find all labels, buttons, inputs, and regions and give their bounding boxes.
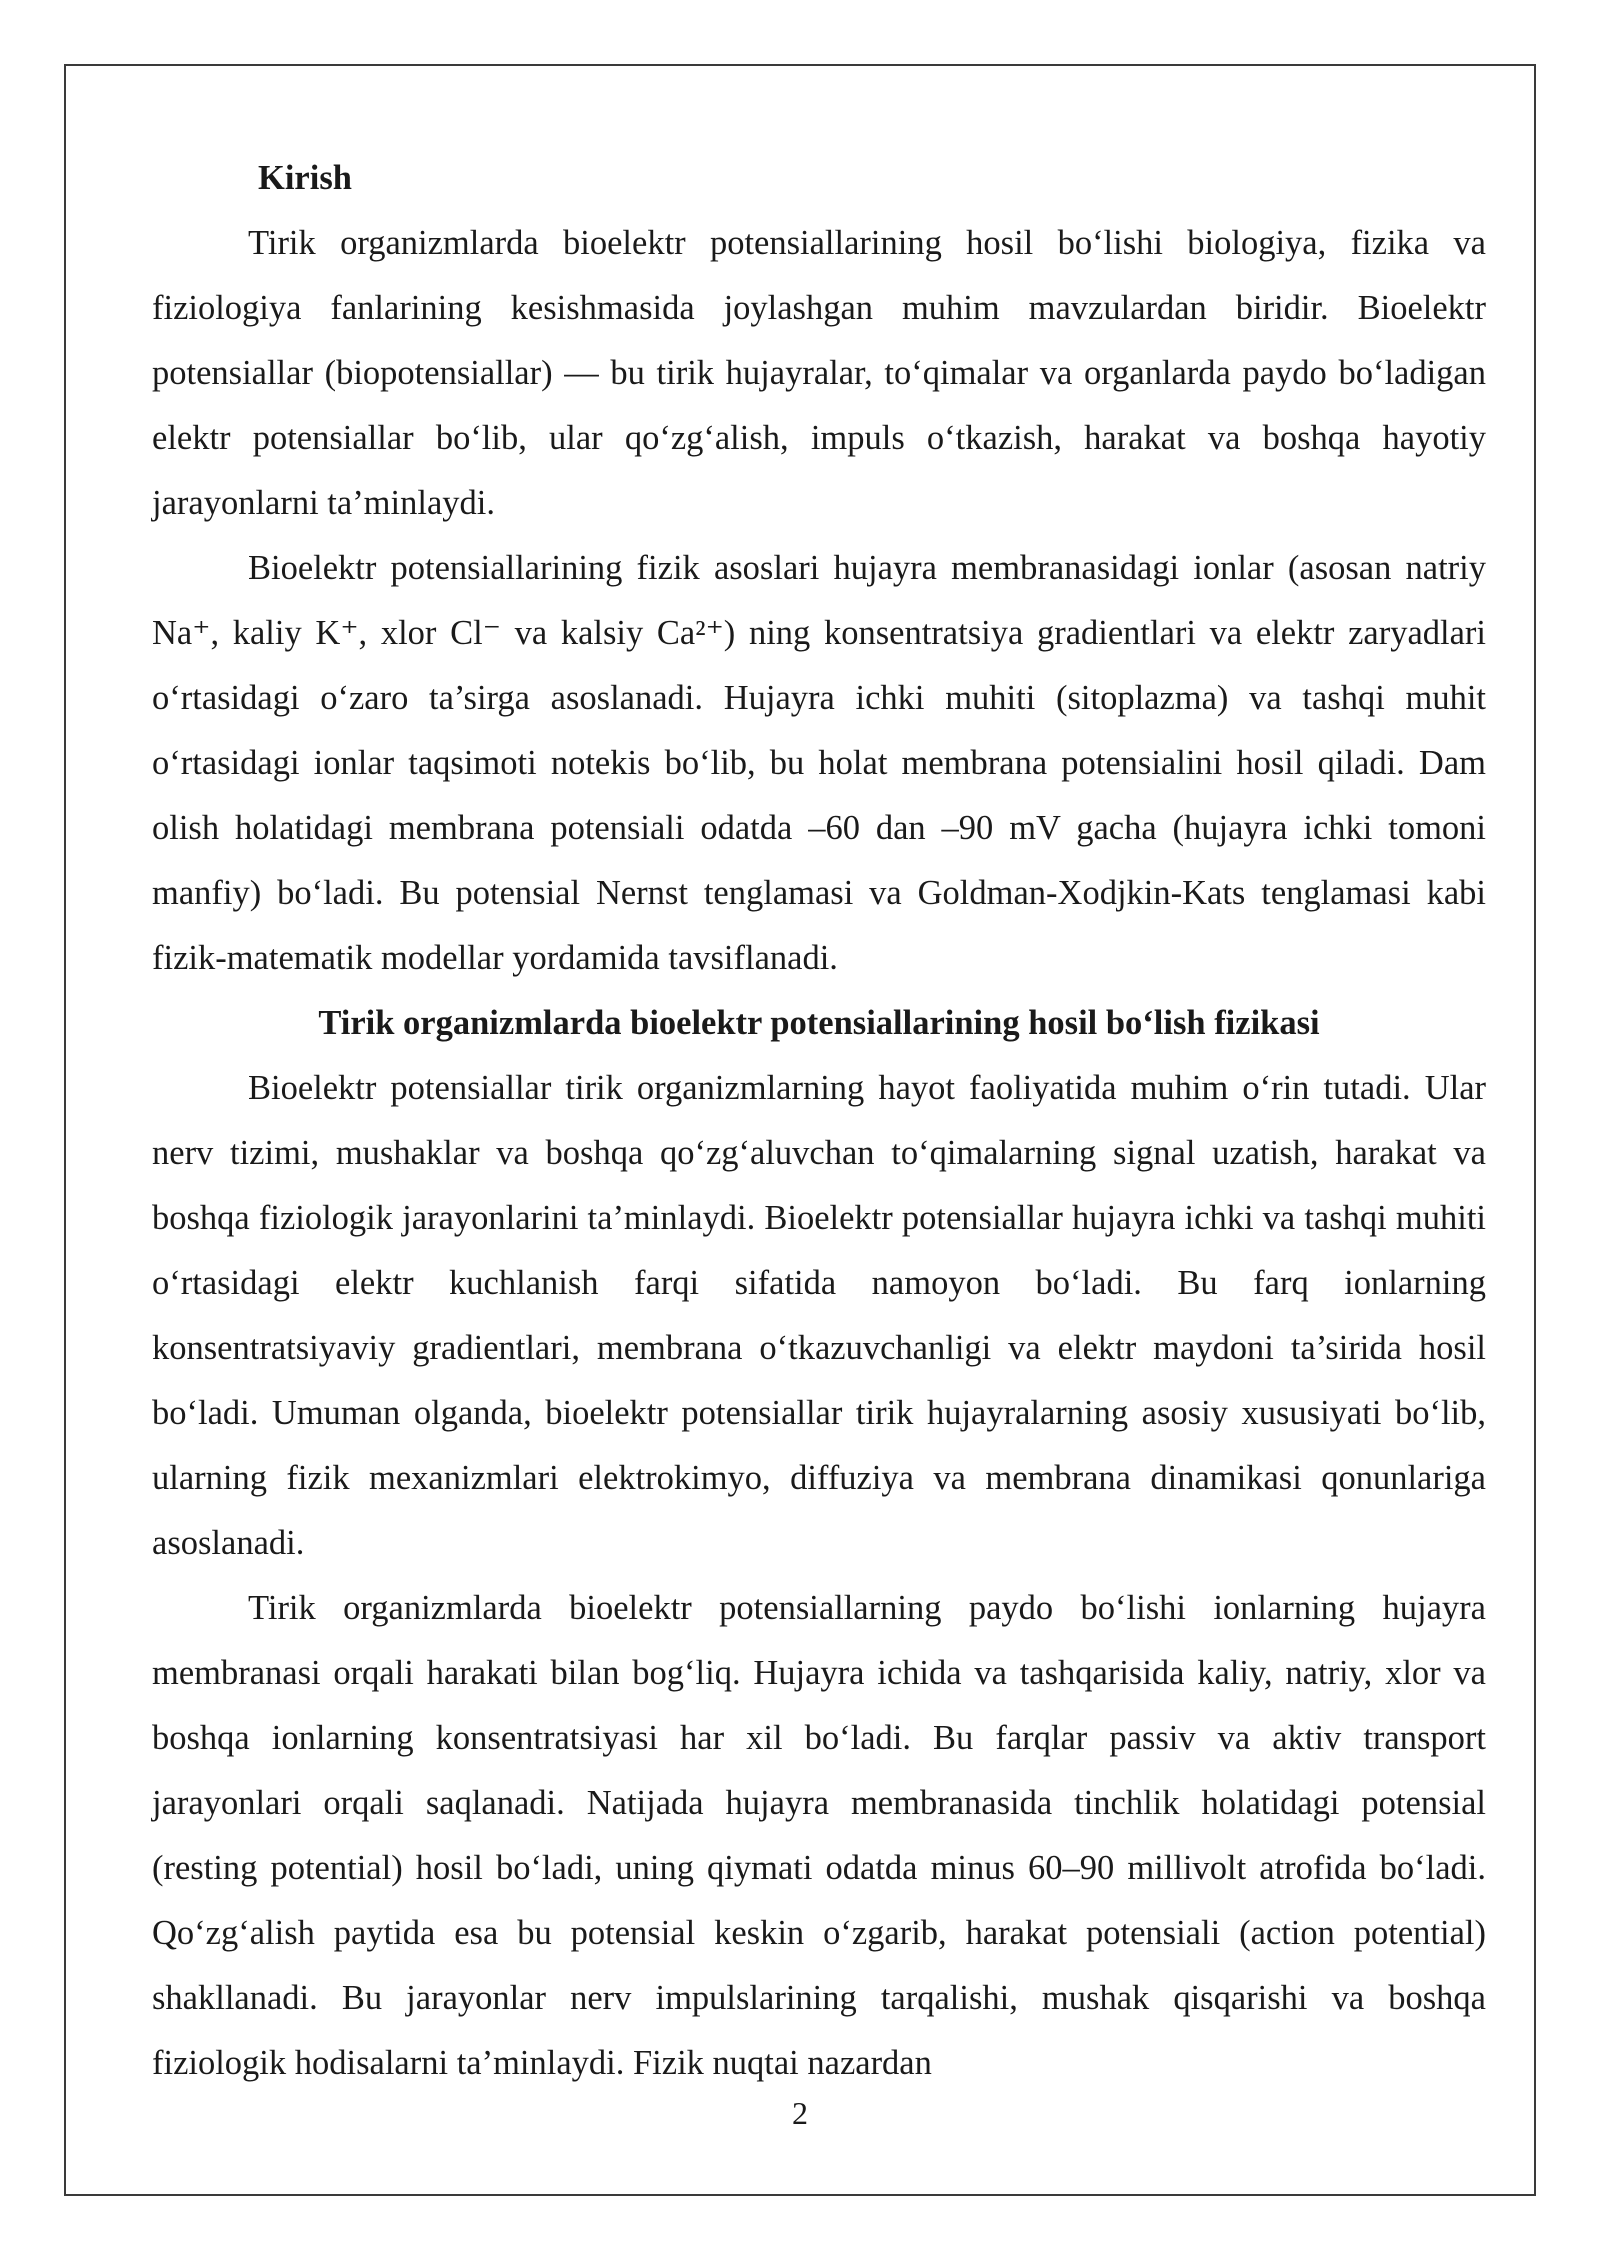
paragraph-1: Tirik organizmlarda bioelektr potensiallarining hosil bo‘lishi biologiya, fizika va fiziologiya fanlarining kesishmasida joylashgan muhim mavzulardan biridir. Bioelektr potensiallar (biopotensiallar) — bu tirik hujayralar, to‘qimalar va organlarda paydo bo‘ladigan elektr potensiallar bo‘lib, ular qo‘zg‘alish, impuls o‘tkazish, harakat va boshqa hayotiy jarayonlarni ta’minlaydi. [152, 224, 1486, 522]
document-body [152, 146, 1486, 2096]
paragraph-3: Bioelektr potensiallar tirik organizmlarning hayot faoliyatida muhim o‘rin tutadi. Ular nerv tizimi, mushaklar va boshqa qo‘zg‘aluvchan to‘qimalarning signal uzatish, harakat va boshqa fiziologik jarayonlarini ta’minlaydi. Bioelektr potensiallar hujayra ichki va tashqi muhiti o‘rtasidagi elektr kuchlanish farqi sifatida namoyon bo‘ladi. Bu farq ionlarning konsentratsiyaviy gradientlari, membrana o‘tkazuvchanligi va elektr maydoni ta’sirida hosil bo‘ladi. Umuman olganda, bioelektr potensiallar tirik hujayralarning asosiy xususiyati bo‘lib, ularning fizik mexanizmlari elektrokimyo, diffuziya va membrana dinamikasi qonunlariga asoslanadi. [152, 1069, 1486, 1562]
paragraph-4: Tirik organizmlarda bioelektr potensiallarning paydo bo‘lishi ionlarning hujayra membranasi orqali harakati bilan bog‘liq. Hujayra ichida va tashqarisida kaliy, natriy, xlor va boshqa ionlarning konsentratsiyasi har xil bo‘ladi. Bu farqlar passiv va aktiv transport jarayonlari orqali saqlanadi. Natijada hujayra membranasida tinchlik holatidagi potensial (resting potential) hosil bo‘ladi, uning qiymati odatda minus 60–90 millivolt atrofida bo‘ladi. Qo‘zg‘alish paytida esa bu potensial keskin o‘zgarib, harakat potensiali (action potential) shakllanadi. Bu jarayonlar nerv impulslarining tarqalishi, mushak qisqarishi va boshqa fiziologik hodisalarni ta’minlaydi. Fizik nuqtai nazardan [152, 1589, 1486, 2082]
paragraph-2: Bioelektr potensiallarining fizik asoslari hujayra membranasidagi ionlar (asosan natriy Na⁺, kaliy K⁺, xlor Cl⁻ va kalsiy Ca²⁺) ning konsentratsiya gradientlari va elektr zaryadlari o‘rtasidagi o‘zaro ta’sirga asoslanadi. Hujayra ichki muhiti (sitoplazma) va tashqi muhit o‘rtasidagi ionlar taqsimoti notekis bo‘lib, bu holat membrana potensialini hosil qiladi. Dam olish holatidagi membrana potensiali odatda –60 dan –90 mV gacha (hujayra ichki tomoni manfiy) bo‘ladi. Bu potensial Nernst tenglamasi va Goldman-Xodjkin-Kats tenglamasi kabi fizik-matematik modellar yordamida tavsiflanadi. [152, 549, 1486, 977]
heading-section: Tirik organizmlarda bioelektr potensiallarining hosil bo‘lish fizikasi [318, 1004, 1320, 1042]
page-number: 2 [792, 2095, 808, 2131]
heading-intro: Kirish [258, 159, 352, 197]
